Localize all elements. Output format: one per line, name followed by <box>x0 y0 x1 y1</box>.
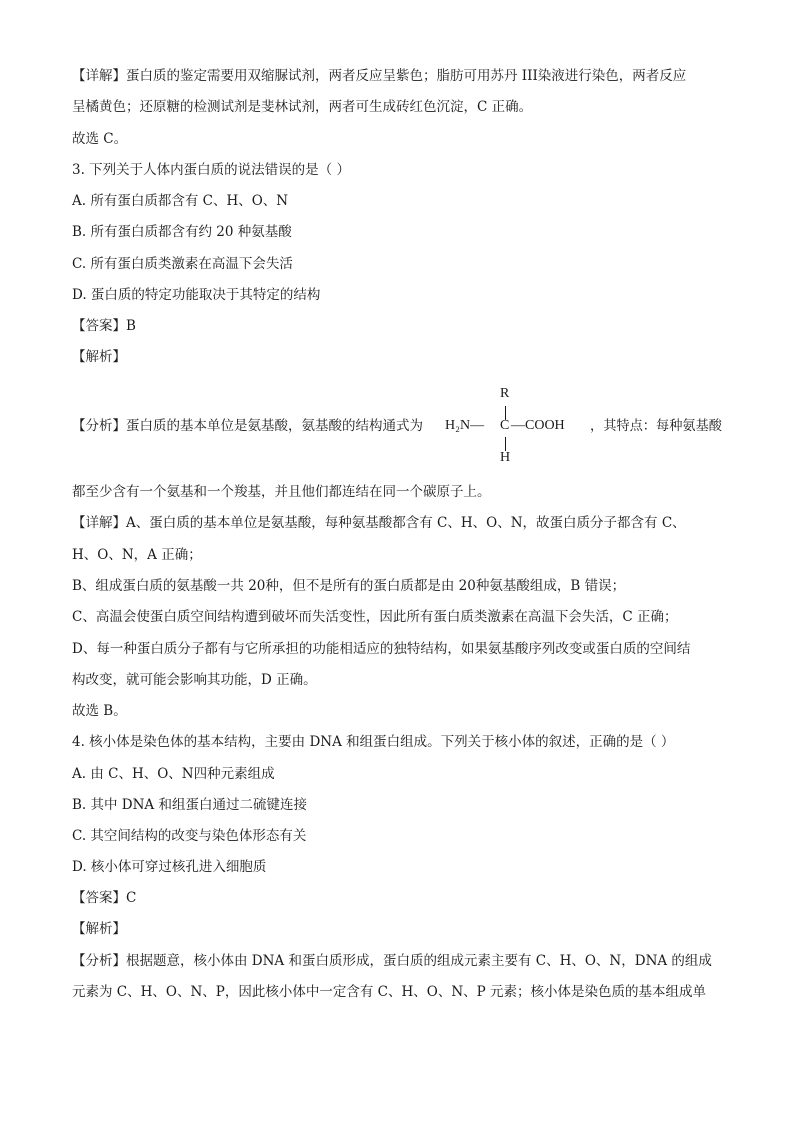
line-13: 【详解】A、蛋白质的基本单位是氨基酸，每种氨基酸都含有 C、H、O、N，故蛋白质分子都含有 C、 <box>72 515 686 531</box>
formula-amino-group: H₂N— <box>445 418 485 433</box>
question-3-option-d: D. 蛋白质的特定功能取决于其特定的结构 <box>72 287 321 303</box>
line-27: 【分析】根据题意，核小体由 DNA 和蛋白质形成，蛋白质的组成元素主要有 C、H、O、N，DNA 的组成 <box>72 953 712 969</box>
formula-carboxyl-group: —COOH <box>511 418 565 433</box>
answer-label-3: 【答案】B <box>72 318 136 334</box>
question-3-stem: 3. 下列关于人体内蛋白质的说法错误的是（ ） <box>72 162 350 178</box>
question-4-option-c: C. 其空间结构的改变与染色体形态有关 <box>72 828 307 844</box>
line-16: C、高温会使蛋白质空间结构遭到破坏而失活变性，因此所有蛋白质类激素在高温下会失活，C 正确； <box>72 609 678 625</box>
formula-alpha-carbon: C <box>500 418 510 433</box>
formula-suffix: ，其特点：每种氨基酸 <box>590 418 722 434</box>
question-3-option-a: A. 所有蛋白质都含有 C、H、O、N <box>72 193 289 209</box>
line-28: 元素为 C、H、O、N、P，因此核小体中一定含有 C、H、O、N、P 元素；核小体是染色质的基本组成单 <box>72 984 707 1000</box>
analysis-3-intro: 【分析】蛋白质的基本单位是氨基酸，氨基酸的结构通式为 <box>72 418 423 434</box>
formula-bond-bottom <box>505 437 506 451</box>
line-14: H、O、N，A 正确； <box>72 547 202 563</box>
question-3-option-c: C. 所有蛋白质类激素在高温下会失活 <box>72 256 293 272</box>
line-17: D、每一种蛋白质分子都有与它所承担的功能相适应的独特结构，如果氨基酸序列改变或蛋白质的空间结 <box>72 641 691 657</box>
line-1: 【详解】蛋白质的鉴定需要用双缩脲试剂，两者反应呈紫色；脂肪可用苏丹 III染液进行染色，两者反应 <box>72 68 687 84</box>
line-19: 故选 B。 <box>72 703 127 719</box>
line-3: 故选 C。 <box>72 131 128 147</box>
answer-label-4: 【答案】C <box>72 890 137 906</box>
formula-r-group: R <box>500 386 510 401</box>
question-4-stem: 4. 核小体是染色体的基本结构，主要由 DNA 和组蛋白组成。下列关于核小体的叙述，正确的是（ ） <box>72 734 675 750</box>
formula-hydrogen: H <box>500 450 511 465</box>
line-15: B、组成蛋白质的氨基酸一共 20种，但不是所有的蛋白质都是由 20种氨基酸组成，B 错误； <box>72 578 626 594</box>
analysis-label-3: 【解析】 <box>72 349 126 365</box>
question-4-option-a: A. 由 C、H、O、N四种元素组成 <box>72 766 275 782</box>
line-12: 都至少含有一个氨基和一个羧基，并且他们都连结在同一个碳原子上。 <box>72 484 491 500</box>
question-4-option-b: B. 其中 DNA 和组蛋白通过二硫键连接 <box>72 797 307 813</box>
question-3-option-b: B. 所有蛋白质都含有约 20 种氨基酸 <box>72 224 292 240</box>
question-4-option-d: D. 核小体可穿过核孔进入细胞质 <box>72 859 267 875</box>
amino-acid-formula <box>445 386 587 470</box>
line-18: 构改变，就可能会影响其功能，D 正确。 <box>72 672 317 688</box>
analysis-label-4: 【解析】 <box>72 921 126 937</box>
line-2: 呈橘黄色；还原糖的检测试剂是斐林试剂，两者可生成砖红色沉淀，C 正确。 <box>72 99 533 115</box>
